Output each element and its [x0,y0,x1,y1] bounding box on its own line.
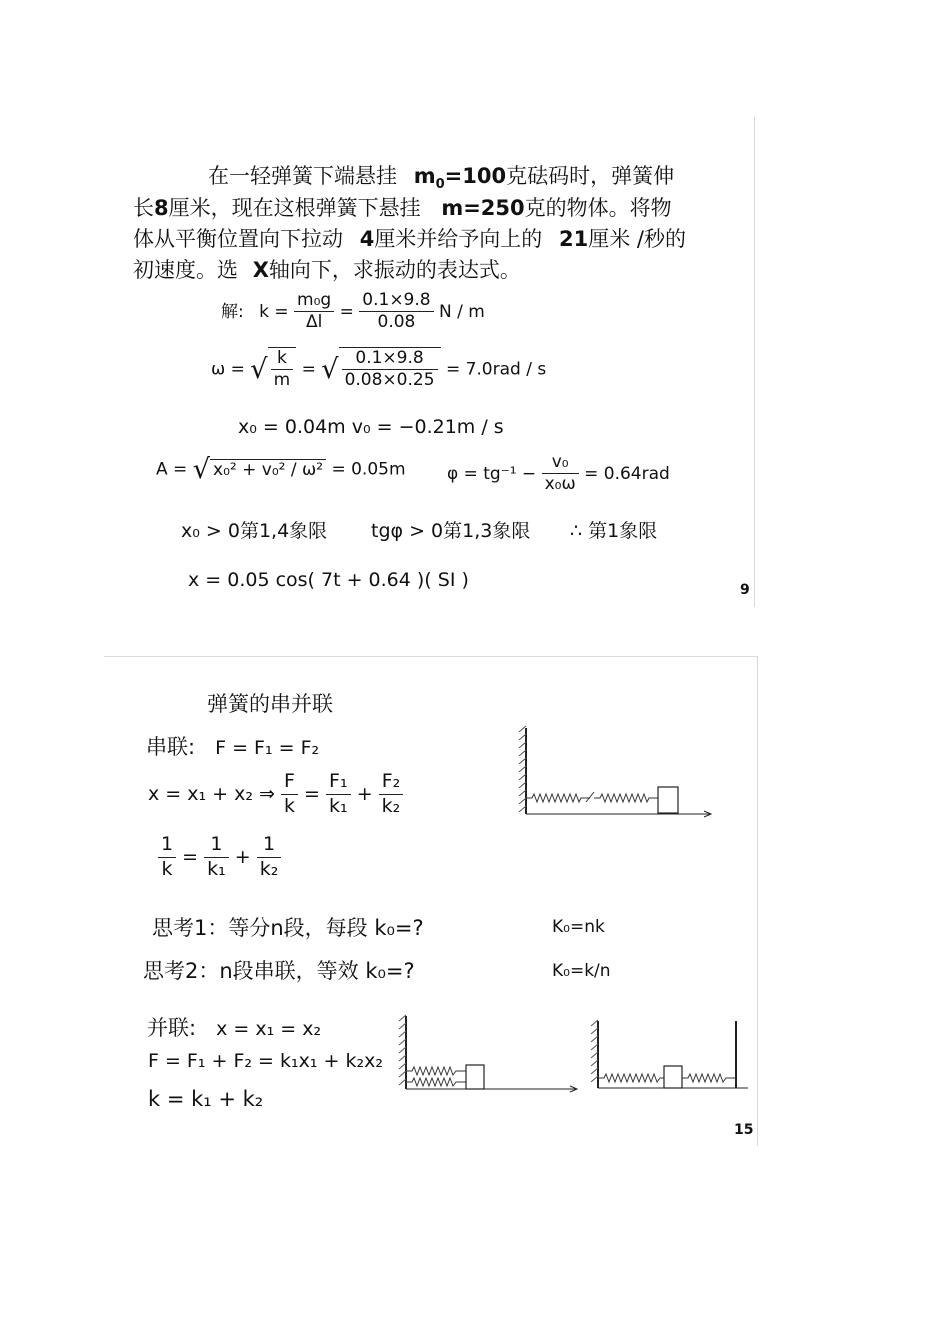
think-answer-2: K₀=k/n [552,961,611,981]
parallel-force: F = F₁ + F₂ = k₁x₁ + k₂x₂ [148,1050,383,1072]
quadrant-b: tgφ > 0第1,3象限 [371,520,531,542]
series-displacement: x = x₁ + x₂ ⇒ $\frac{F}{k}$ = $\frac{\text{F₁}}{\text{k₁}}$ + $\frac{\text{F₂}}{\text{k₂}}$ [148,770,403,819]
final-expression: x = 0.05 cos( 7t + 0.64 )( SI ) [188,569,469,591]
series-k-relation: $\frac{1}{k}$ = $\frac{1}{\text{k₁}}$ + $\frac{1}{\text{k₂}}$ [158,833,281,882]
problem-line-2: 长8厘米，现在这根弹簧下悬挂 m=250克的物体。将物 [133,196,672,220]
quadrant-c: ∴ 第1象限 [570,520,658,542]
m0-label: $m_0=100$ [413,164,507,193]
think-question-2: 思考2：n段串联，等效 k₀=? [143,959,415,983]
problem-line-3: 体从平衡位置向下拉动 4厘米并给予向上的 21厘米 /秒的 [133,227,686,251]
quadrant-a: x₀ > 0第1,4象限 [181,520,328,542]
think-question-1: 思考1：等分n段，每段 k₀=? [152,916,424,940]
fraction-m0g-dl: $\frac{\text{m₀g}}{\Delta l}$ [294,290,334,334]
series-force: 串联: F = F₁ = F₂ [146,735,320,759]
think-answer-1: K₀=nk [552,917,605,937]
parallel-spring-diagram-2 [590,1018,748,1094]
parallel-spring-diagram-1 [398,1013,583,1093]
fraction-k-values: $\frac{0.1\times 9.8}{0.08}$ [359,290,433,334]
omega-equation: ω = √ $\frac{k}{m}$ = √ $\frac{0.1\times 9.8}{0.08\times 0.25}$ = 7.0rad / s [211,348,547,391]
parallel-k: k = k₁ + k₂ [148,1087,264,1111]
problem-line-4: 初速度。选 X轴向下，求振动的表达式。 [133,258,521,282]
parallel-displacement: 并联: x = x₁ = x₂ [147,1016,322,1040]
series-spring-diagram [518,724,718,824]
slide-2-title: 弹簧的串并联 [207,692,333,716]
amplitude-equation: A = √ x₀² + v₀² / ω² = 0.05m [156,454,406,485]
page-number-9: 9 [740,582,750,598]
initial-conditions: x₀ = 0.04m v₀ = −0.21m / s [238,416,504,438]
page-number-15: 15 [734,1122,754,1138]
k-equation: 解: k = $\frac{\text{m₀g}}{\Delta l}$ = $\frac{0.1\times 9.8}{0.08}$ N / m [221,290,485,333]
problem-line-1: 在一轻弹簧下端悬挂 $m_0=100$克砝码时，弹簧伸 [208,164,675,193]
slide-1-right-border [754,117,755,607]
slide-2-top-border [104,656,758,657]
slide-2-right-border [757,656,758,1146]
phase-equation: φ = tg⁻¹ − $\frac{\text{v₀}}{\text{x₀ω}}$ = 0.64rad [447,452,670,495]
